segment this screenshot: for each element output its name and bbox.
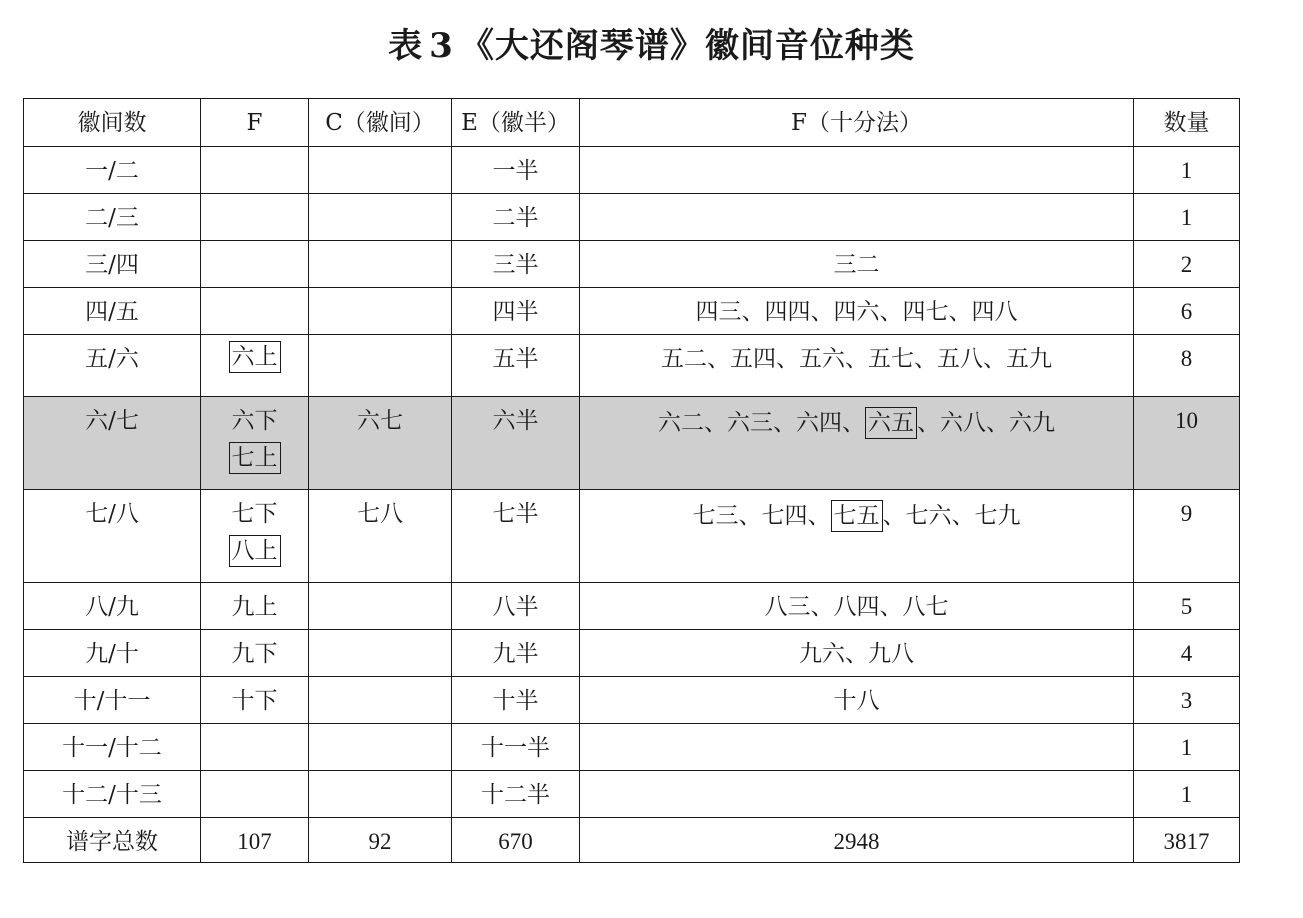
e-cell: 一半 (452, 147, 580, 194)
c-cell (309, 241, 452, 288)
c-cell (309, 771, 452, 818)
f-boxed-value: 七上 (229, 442, 281, 474)
count-cell: 1 (1134, 147, 1240, 194)
decimal-cell (580, 194, 1134, 241)
f-cell (201, 490, 309, 583)
list-separator: 、 (845, 641, 868, 667)
list-separator: 、 (882, 503, 906, 529)
interval-cell: 十一/十二 (24, 724, 201, 771)
f-cell (201, 241, 309, 288)
e-cell: 二半 (452, 194, 580, 241)
list-separator: 、 (842, 410, 865, 436)
count-cell: 1 (1134, 194, 1240, 241)
count-cell: 10 (1134, 397, 1240, 490)
decimal-cell (580, 147, 1134, 194)
count-cell: 9 (1134, 490, 1240, 583)
e-cell: 四半 (452, 288, 580, 335)
f-boxed-value: 八上 (229, 535, 281, 567)
decimal-value: 六九 (1009, 410, 1055, 436)
decimal-value: 七六 (905, 503, 952, 529)
list-separator: 、 (914, 346, 937, 372)
e-cell: 八半 (452, 583, 580, 630)
decimal-cell (580, 241, 1134, 288)
count-cell: 6 (1134, 288, 1240, 335)
c-cell: 六七 (309, 397, 452, 490)
list-separator: 、 (986, 410, 1009, 436)
table-row (24, 397, 1240, 490)
c-cell: 七八 (309, 490, 452, 583)
table-title-number: 3 (429, 26, 454, 66)
decimal-cell (580, 583, 1134, 630)
decimal-value: 八三 (764, 594, 811, 620)
count-cell: 5 (1134, 583, 1240, 630)
f-cell (201, 771, 309, 818)
table-title-prefix: 表 (388, 26, 424, 66)
decimal-value: 四七 (902, 299, 949, 325)
header-cell-interval: 徽间数 (24, 99, 201, 147)
list-separator: 、 (707, 346, 730, 372)
list-separator: 、 (704, 410, 727, 436)
decimal-value: 四八 (971, 299, 1018, 325)
interval-cell: 六/七 (24, 397, 201, 490)
c-cell (309, 194, 452, 241)
table-row (24, 288, 1240, 335)
table-row (24, 583, 1240, 630)
f-cell (201, 288, 309, 335)
total-e: 670 (452, 818, 580, 863)
c-cell (309, 724, 452, 771)
e-cell: 七半 (452, 490, 580, 583)
f-cell (201, 630, 309, 677)
table-row (24, 724, 1240, 771)
decimal-value: 五八 (937, 346, 983, 372)
decimal-value: 四四 (764, 299, 811, 325)
decimal-value: 六三 (727, 410, 773, 436)
decimal-cell (580, 397, 1134, 490)
decimal-value: 八四 (833, 594, 880, 620)
interval-cell: 九/十 (24, 630, 201, 677)
e-cell: 六半 (452, 397, 580, 490)
interval-cell: 十二/十三 (24, 771, 201, 818)
f-value: 十下 (231, 688, 278, 714)
list-separator: 、 (879, 299, 903, 325)
e-cell: 十半 (452, 677, 580, 724)
table-title (0, 18, 1303, 67)
decimal-value: 五七 (868, 346, 914, 372)
decimal-value: 六二 (658, 410, 704, 436)
interval-cell: 三/四 (24, 241, 201, 288)
decimal-value: 七三 (692, 503, 739, 529)
table-row (24, 771, 1240, 818)
header-cell-c: C（徽间） (309, 99, 452, 147)
e-cell: 五半 (452, 335, 580, 397)
decimal-value: 五九 (1006, 346, 1052, 372)
c-cell (309, 630, 452, 677)
total-c: 92 (309, 818, 452, 863)
interval-position-table (23, 98, 1240, 863)
decimal-cell (580, 490, 1134, 583)
list-separator: 、 (738, 503, 762, 529)
count-cell: 2 (1134, 241, 1240, 288)
list-separator: 、 (773, 410, 796, 436)
decimal-value: 九八 (868, 641, 914, 667)
c-cell (309, 677, 452, 724)
e-cell: 三半 (452, 241, 580, 288)
header-cell-e: E（徽半） (452, 99, 580, 147)
c-cell (309, 288, 452, 335)
list-separator: 、 (810, 299, 834, 325)
total-count: 3817 (1134, 818, 1240, 863)
c-cell (309, 583, 452, 630)
decimal-value: 五二 (661, 346, 707, 372)
interval-cell: 一/二 (24, 147, 201, 194)
e-cell: 十一半 (452, 724, 580, 771)
f-cell (201, 194, 309, 241)
e-cell: 十二半 (452, 771, 580, 818)
f-cell (201, 724, 309, 771)
interval-cell: 四/五 (24, 288, 201, 335)
list-separator: 、 (810, 594, 834, 620)
header-cell-f: F (201, 99, 309, 147)
decimal-value: 三二 (833, 252, 880, 278)
count-cell: 1 (1134, 771, 1240, 818)
decimal-value: 四三 (695, 299, 742, 325)
interval-cell: 十/十一 (24, 677, 201, 724)
c-cell (309, 335, 452, 397)
f-cell (201, 397, 309, 490)
f-boxed-value: 六上 (229, 341, 281, 373)
list-separator: 、 (879, 594, 903, 620)
list-separator: 、 (917, 410, 940, 436)
total-decimal: 2948 (580, 818, 1134, 863)
total-label: 谱字总数 (24, 818, 201, 863)
decimal-value: 五六 (799, 346, 845, 372)
list-separator: 、 (948, 299, 972, 325)
decimal-boxed-value: 七五 (831, 500, 883, 532)
decimal-value: 六八 (940, 410, 986, 436)
decimal-boxed-value: 六五 (865, 407, 917, 439)
list-separator: 、 (951, 503, 975, 529)
table-title-text: 《大还阁琴谱》徽间音位种类 (459, 26, 915, 66)
e-cell: 九半 (452, 630, 580, 677)
header-cell-decimal: F（十分法） (580, 99, 1134, 147)
decimal-value: 六四 (796, 410, 842, 436)
list-separator: 、 (845, 346, 868, 372)
list-separator: 、 (741, 299, 765, 325)
decimal-value: 十八 (833, 688, 880, 714)
table-row (24, 241, 1240, 288)
decimal-value: 七四 (761, 503, 808, 529)
total-f: 107 (201, 818, 309, 863)
table-row (24, 194, 1240, 241)
header-row (24, 99, 1240, 147)
count-cell: 1 (1134, 724, 1240, 771)
f-cell (201, 677, 309, 724)
f-cell (201, 583, 309, 630)
table-row (24, 147, 1240, 194)
table-row (24, 630, 1240, 677)
f-value: 九下 (231, 641, 278, 667)
count-cell: 8 (1134, 335, 1240, 397)
decimal-cell (580, 724, 1134, 771)
decimal-value: 七九 (974, 503, 1021, 529)
interval-cell: 五/六 (24, 335, 201, 397)
f-cell (201, 335, 309, 397)
table-row (24, 490, 1240, 583)
f-value: 七下 (231, 501, 278, 527)
f-value: 九上 (231, 594, 278, 620)
interval-cell: 七/八 (24, 490, 201, 583)
list-separator: 、 (983, 346, 1006, 372)
decimal-cell (580, 771, 1134, 818)
f-value: 六下 (231, 408, 278, 434)
table-row (24, 335, 1240, 397)
decimal-value: 四六 (833, 299, 880, 325)
c-cell (309, 147, 452, 194)
interval-cell: 二/三 (24, 194, 201, 241)
decimal-value: 五四 (730, 346, 776, 372)
count-cell: 4 (1134, 630, 1240, 677)
decimal-cell (580, 288, 1134, 335)
header-cell-count: 数量 (1134, 99, 1240, 147)
decimal-value: 八七 (902, 594, 949, 620)
decimal-cell (580, 335, 1134, 397)
f-cell (201, 147, 309, 194)
table-row (24, 677, 1240, 724)
list-separator: 、 (776, 346, 799, 372)
decimal-cell (580, 677, 1134, 724)
interval-cell: 八/九 (24, 583, 201, 630)
decimal-cell (580, 630, 1134, 677)
decimal-value: 九六 (799, 641, 845, 667)
total-row (24, 818, 1240, 863)
count-cell: 3 (1134, 677, 1240, 724)
list-separator: 、 (807, 503, 831, 529)
